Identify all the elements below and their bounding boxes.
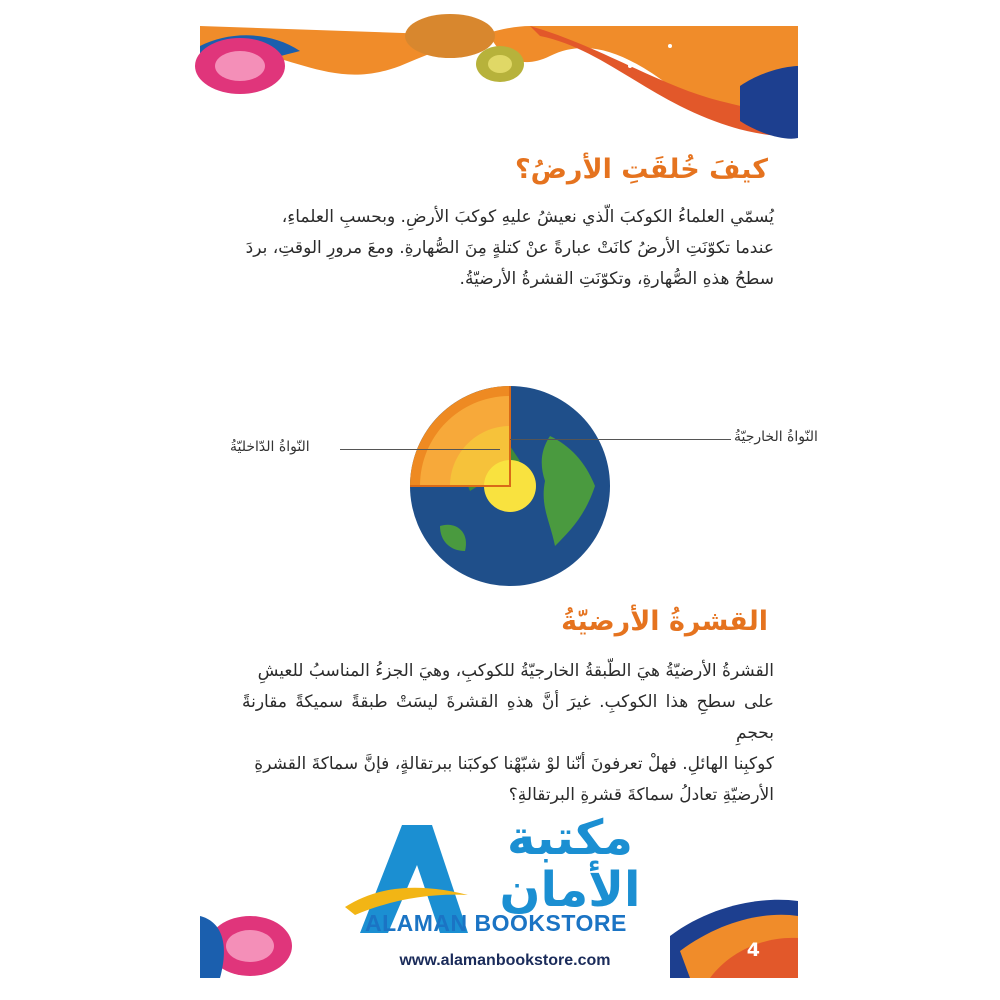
inner-core-label: النّواةُ الدّاخليّةُ: [230, 439, 310, 455]
bottom-left-decoration: [200, 896, 290, 978]
paragraph-line: على سطحِ هذا الكوكبِ. غيرَ أنَّ هذهِ القشرةَ ليسَتْ طبقةً سميكةً مقارنةً بحجمِ: [242, 692, 774, 743]
outer-core-leader-line: [510, 439, 731, 440]
paragraph-line: يُسمّي العلماءُ الكوكبَ الّذي نعيشُ عليهِ كوكبَ الأرضِ. وبحسبِ العلماءِ،: [281, 207, 774, 227]
paragraph-line: القشرةُ الأرضيّةُ هيَ الطّبقةُ الخارجيّةُ للكوكبِ، وهيَ الجزءُ المناسبُ للعيشِ: [257, 661, 774, 681]
paragraph-line: كوكبِنا الهائلِ. فهلْ تعرفونَ أنّنا لوْ شبّهْنا كوكبَنا ببرتقالةٍ، فإنَّ سماكةَ القشرةِ: [254, 754, 774, 774]
outer-core-label: النّواةُ الخارجيّةُ: [734, 429, 818, 445]
top-swirl-decoration: [200, 26, 798, 141]
watermark-url: www.alamanbookstore.com: [399, 952, 611, 969]
paragraph-line: عندما تكوّنَتِ الأرضُ كانَتْ عبارةً عنْ كتلةٍ مِنَ الصُّهارةِ. ومعَ مرورِ الوقتِ، بردَ: [245, 238, 774, 258]
paragraph-earth-crust: [242, 656, 774, 811]
paragraph-earth-formation: [242, 202, 774, 295]
page-number: 4: [746, 939, 760, 961]
paragraph-line: سطحُ هذهِ الصُّهارةِ، وتكوّنَتِ القشرةُ الأرضيّةُ.: [459, 269, 774, 289]
bottom-right-decoration: [670, 896, 798, 978]
watermark-arabic-line: مكتبة: [507, 810, 633, 866]
watermark-arabic-name: [470, 812, 670, 916]
paragraph-line: الأرضيّةِ تعادلُ سماكةَ قشرةِ البرتقالةِ؟: [508, 785, 774, 805]
watermark-english-name: ALAMAN BOOKSTORE: [365, 910, 627, 936]
inner-core-leader-line: [340, 449, 500, 450]
watermark-arabic-line: الأمان: [499, 862, 641, 918]
earth-cross-section-diagram: [400, 366, 620, 596]
section-heading-earth-crust: القشرةُ الأرضيّةُ: [561, 606, 768, 637]
section-heading-earth-formation: كيفَ خُلقَتِ الأرضُ؟: [514, 154, 768, 185]
